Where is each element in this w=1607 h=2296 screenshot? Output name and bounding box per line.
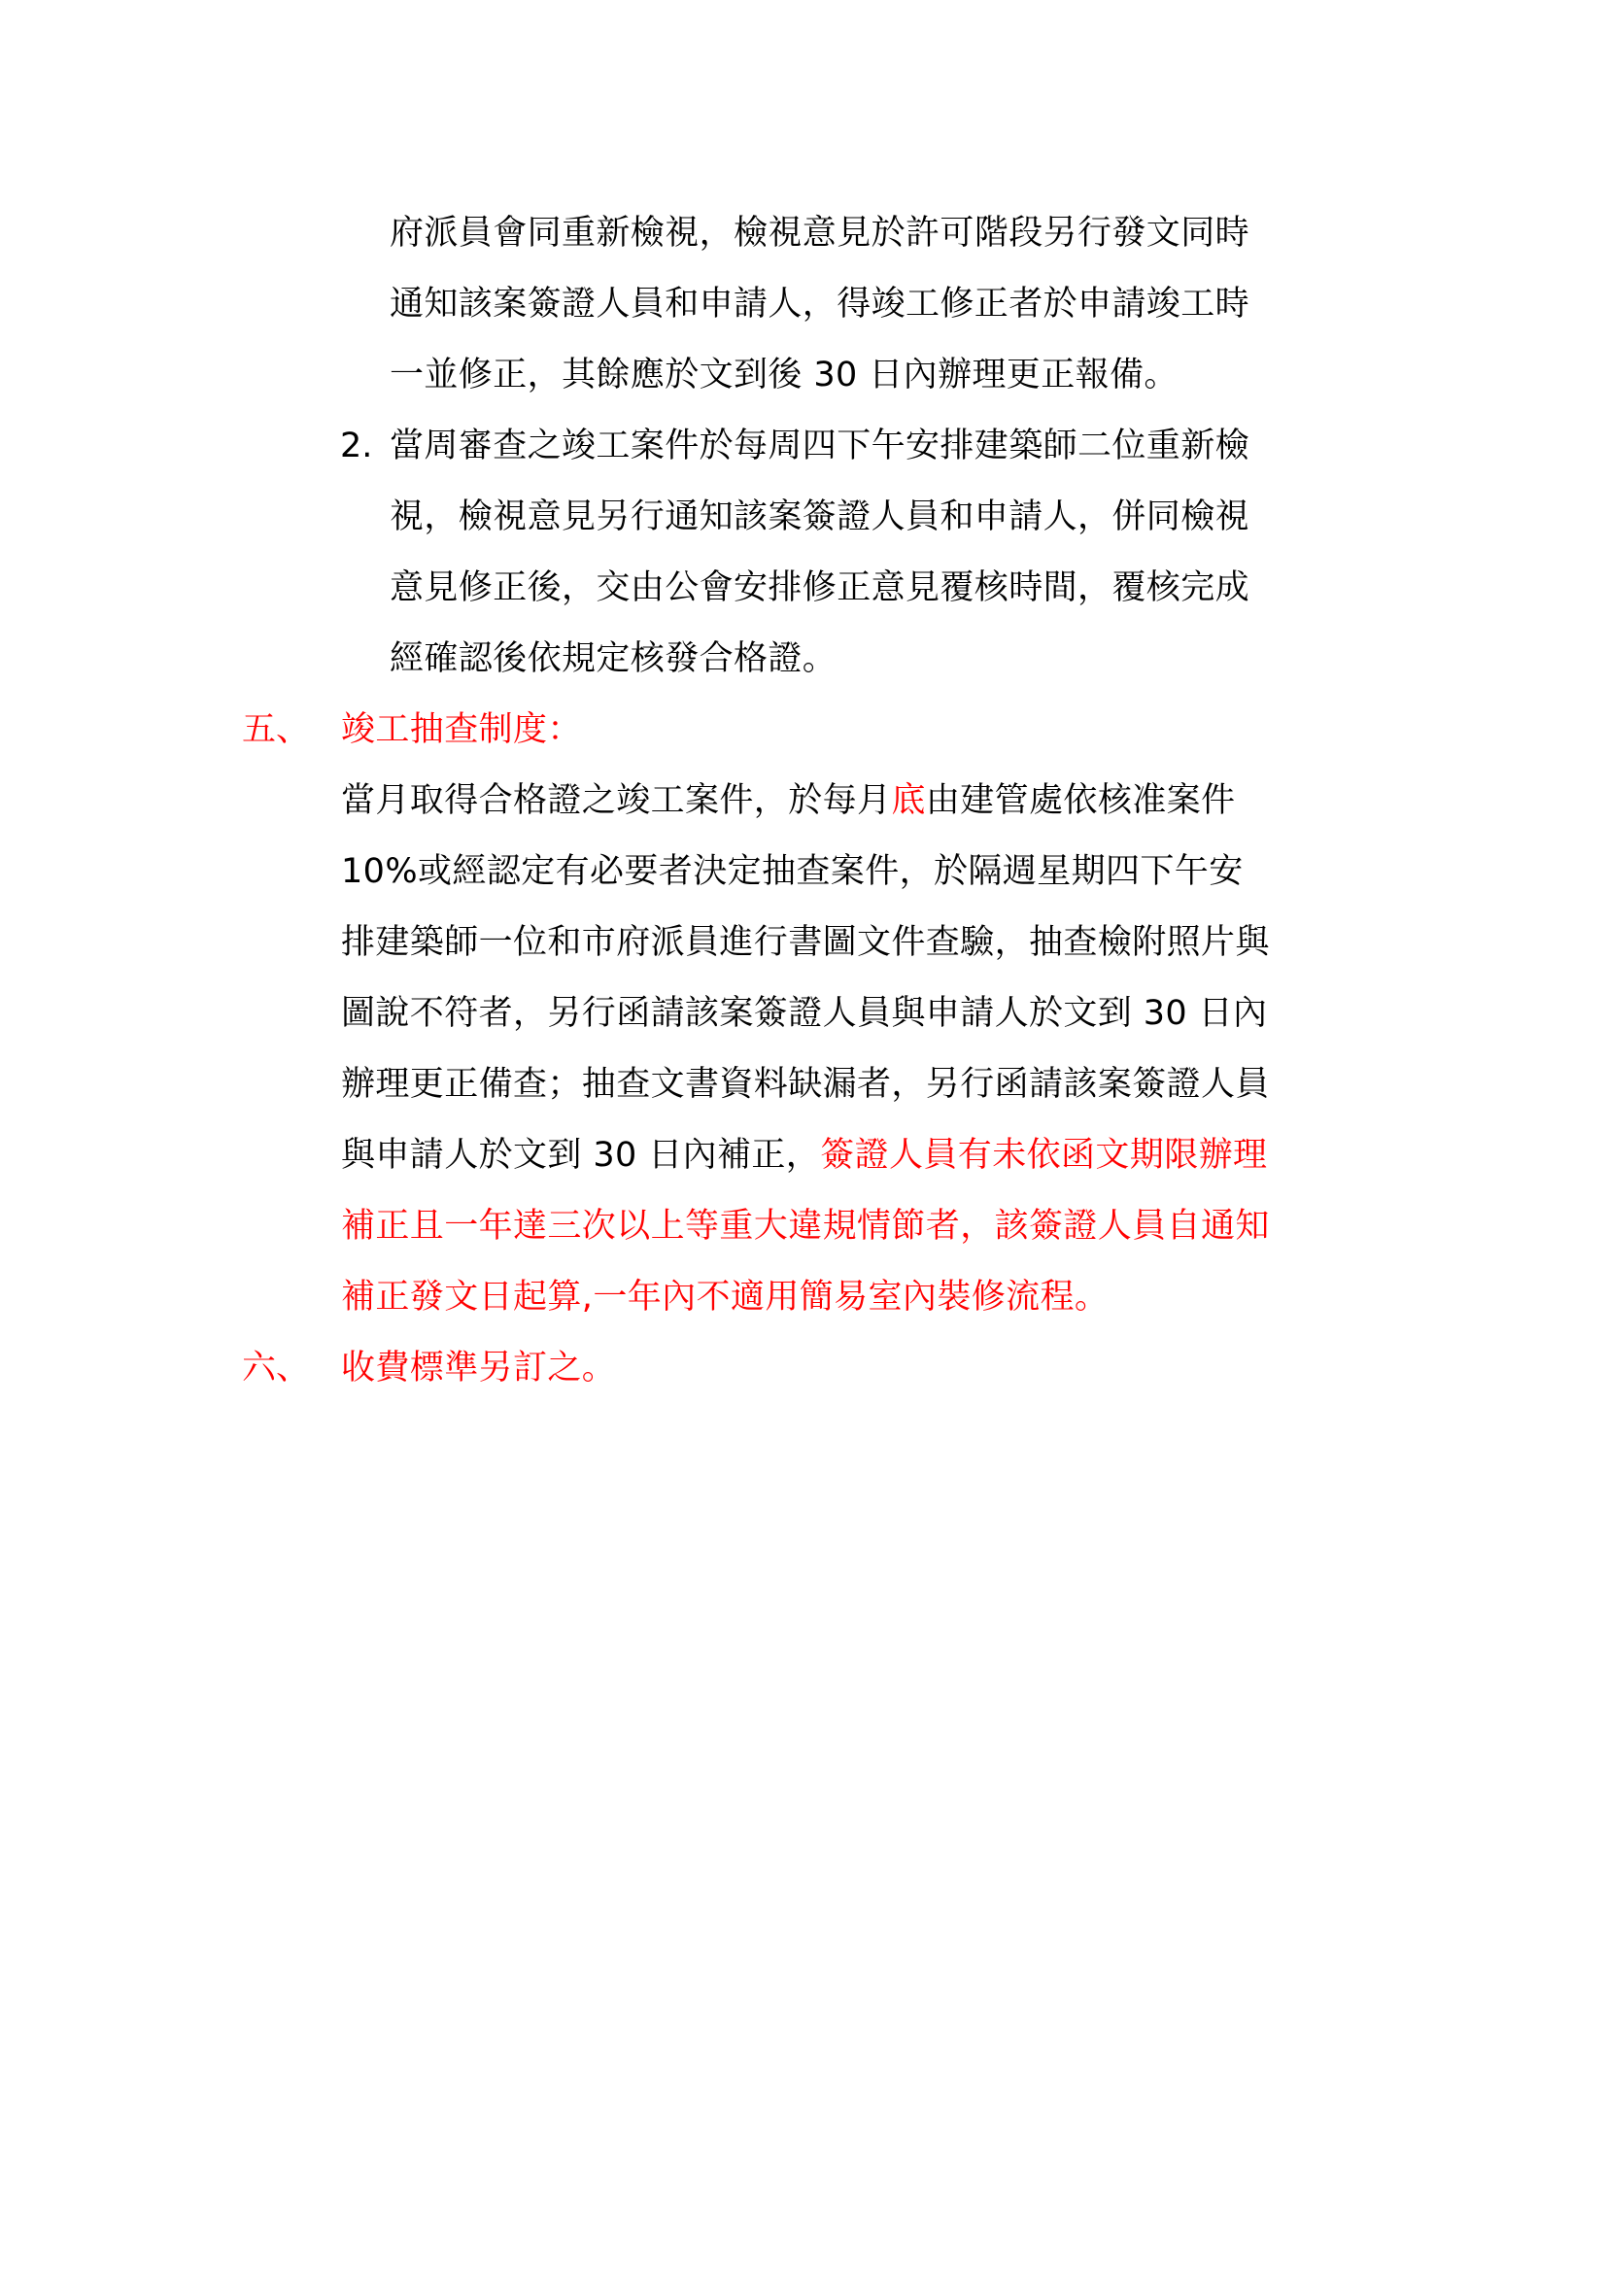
item-2-line-3: 意見修正後，交由公會安排修正意見覆核時間，覆核完成 <box>390 568 1250 607</box>
item-2-number: 2. <box>340 427 373 465</box>
section-5-line-1-part-a: 當月取得合格證之竣工案件，於每月 <box>341 781 892 820</box>
section-5-line-1-part-b: 由建管處依核准案件 <box>925 781 1236 820</box>
section-5-line-6-highlight: 簽證人員有未依函文期限辦理 <box>820 1136 1268 1175</box>
section-5-line-1-highlight: 底 <box>891 781 926 820</box>
section-5-line-7: 補正且一年達三次以上等重大違規情節者，該簽證人員自通知 <box>341 1207 1270 1246</box>
section-5-line-2: 10%或經認定有必要者決定抽查案件，於隔週星期四下午安 <box>341 852 1244 891</box>
section-5-line-8: 補正發文日起算,一年內不適用簡易室內裝修流程。 <box>341 1278 1110 1317</box>
section-6-title: 收費標準另訂之。 <box>341 1349 617 1388</box>
item-2-line-4: 經確認後依規定核發合格證。 <box>390 639 838 678</box>
continuation-line-1: 府派員會同重新檢視，檢視意見於許可階段另行發文同時 <box>390 214 1250 253</box>
item-2-line-2: 視，檢視意見另行通知該案簽證人員和申請人，併同檢視 <box>390 497 1250 536</box>
section-6-number: 六、 <box>242 1349 311 1388</box>
continuation-line-3: 一並修正，其餘應於文到後 30 日內辦理更正報備。 <box>390 356 1179 394</box>
item-2-line-1: 當周審查之竣工案件於每周四下午安排建築師二位重新檢 <box>390 427 1250 465</box>
section-5-line-6 <box>341 1134 1267 1177</box>
section-5-line-1 <box>341 779 1235 822</box>
continuation-line-2: 通知該案簽證人員和申請人，得竣工修正者於申請竣工時 <box>390 285 1250 324</box>
section-5-line-4: 圖說不符者，另行函請該案簽證人員與申請人於文到 30 日內 <box>341 994 1268 1033</box>
section-5-title: 竣工抽查制度： <box>341 710 582 749</box>
section-5-line-6-part-a: 與申請人於文到 30 日內補正， <box>341 1136 821 1175</box>
section-5-number: 五、 <box>242 710 311 749</box>
section-5-line-3: 排建築師一位和市府派員進行書圖文件查驗，抽查檢附照片與 <box>341 923 1270 962</box>
section-5-line-5: 辦理更正備查；抽查文書資料缺漏者，另行函請該案簽證人員 <box>341 1065 1270 1104</box>
